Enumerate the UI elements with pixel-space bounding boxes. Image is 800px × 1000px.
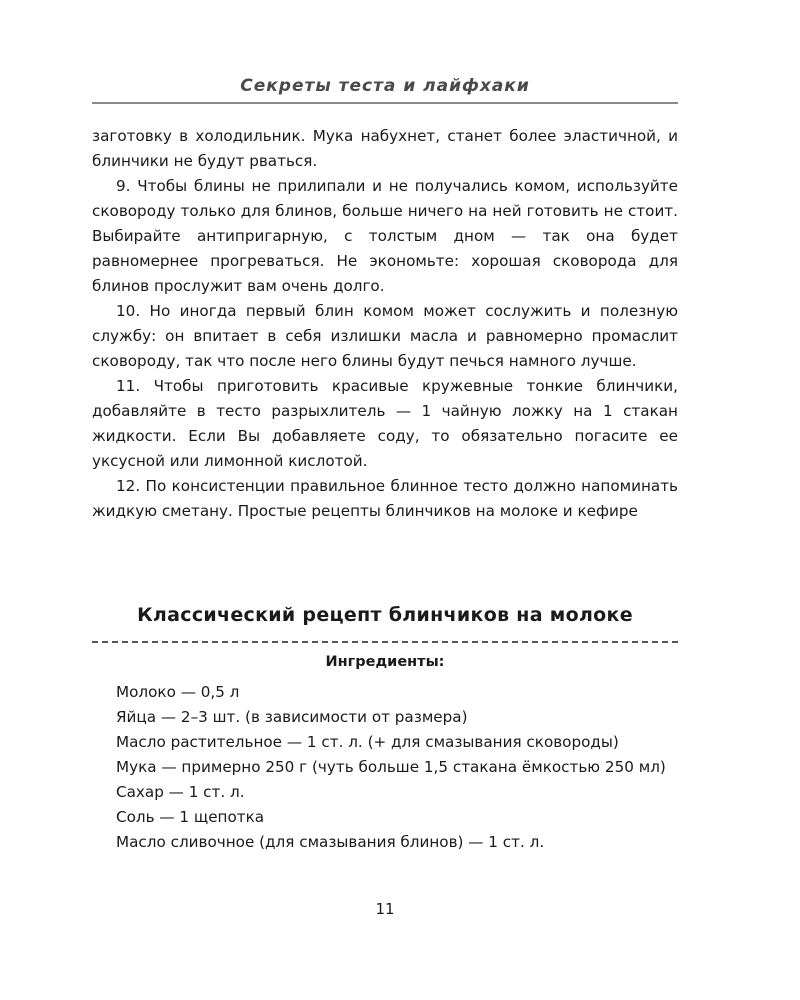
paragraph-tip-11: 11. Чтобы приготовить красивые кружевные тонкие блинчики, добавляйте в тесто разрыхлитель — 1 чайную ложку на 1 стакан жидкости. Если Вы добавляете соду, то обязательно погасите ее уксусной или лимонной кислотой. (92, 377, 678, 470)
paragraph-continuation: заготовку в холодильник. Мука набухнет, станет более эластичной, и блинчики не будут рваться. (92, 127, 678, 170)
dashed-divider (92, 641, 678, 643)
ingredient-item: Масло растительное — 1 ст. л. (+ для смазывания сковороды) (116, 733, 619, 751)
ingredient-item: Мука — примерно 250 г (чуть больше 1,5 стакана ёмкостью 250 мл) (116, 758, 666, 776)
ingredient-item: Молоко — 0,5 л (116, 683, 240, 701)
header-rule (92, 102, 678, 104)
recipe-title: Классический рецепт блинчиков на молоке (137, 604, 633, 626)
paragraph-tip-12: 12. По консистенции правильное блинное тесто должно напоминать жидкую сметану. Простые рецепты блинчиков на молоке и кефире (92, 477, 678, 520)
running-header-title: Секреты теста и лайфхаки (240, 76, 530, 96)
paragraph-tip-9: 9. Чтобы блины не прилипали и не получались комом, используйте сковороду только для блинов, больше ничего на ней готовить не стоит. Выбирайте антипригарную, с толстым дном — так она будет равномернее прогреваться. Не экономьте: хорошая сковорода для блинов прослужит вам очень долго. (92, 177, 678, 295)
paragraph-tip-10: 10. Но иногда первый блин комом может сослужить и полезную службу: он впитает в себя излишки масла и равномерно промаслит сковороду, так что после него блины будут печься намного лучше. (92, 302, 678, 370)
ingredients-list (116, 680, 678, 855)
ingredient-item: Масло сливочное (для смазывания блинов) — 1 ст. л. (116, 833, 545, 851)
ingredient-item: Соль — 1 щепотка (116, 808, 265, 826)
ingredients-heading: Ингредиенты: (325, 654, 445, 670)
ingredient-item: Сахар — 1 ст. л. (116, 783, 245, 801)
body-text (92, 124, 678, 524)
ingredient-item: Яйца — 2–3 шт. (в зависимости от размера) (116, 708, 468, 726)
page-number: 11 (375, 900, 395, 918)
